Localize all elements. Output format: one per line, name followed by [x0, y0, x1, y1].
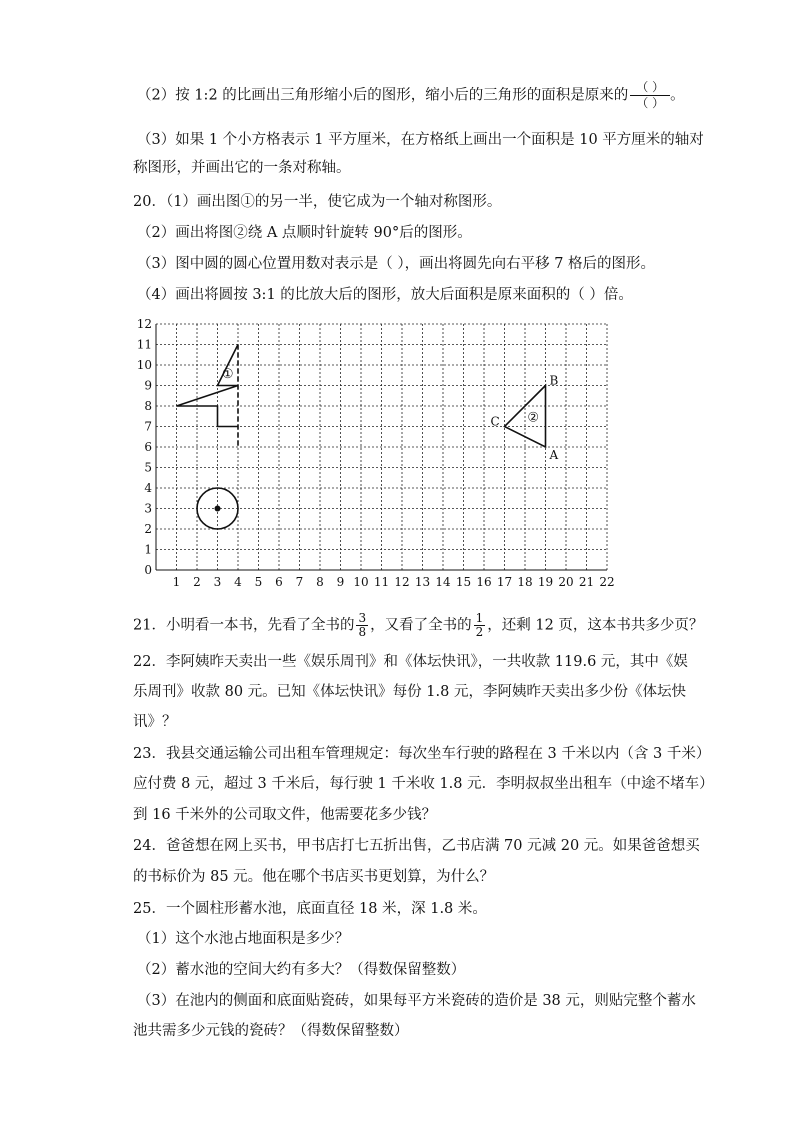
q19-part3-line1: （3）如果 1 个小方格表示 1 平方厘米，在方格纸上画出一个面积是 10 平方厘米的轴对 [137, 132, 704, 148]
x-tick-label: 15 [455, 575, 472, 589]
q25-part2: （2）蓄水池的空间大约有多大？（得数保留整数） [137, 962, 466, 978]
q21: 21．小明看一本书，先看了全书的 $\frac{3}{8}$ ，又看了全书的 $\frac{1}{2}$ ，还剩 12 页，这本书共多少页？ [133, 611, 704, 639]
x-tick-label: 10 [353, 575, 369, 589]
x-tick-label: 8 [316, 575, 324, 589]
x-tick-label: 11 [373, 575, 390, 589]
point-b-label: B [549, 373, 559, 388]
y-tick-label: 5 [144, 460, 152, 475]
q22-line1: 22．李阿姨昨天卖出一些《娱乐周刊》和《体坛快讯》，一共收款 119.6 元，其中《娱 [133, 654, 688, 670]
y-tick-label: 0 [144, 563, 152, 577]
x-tick-label: 19 [537, 575, 554, 589]
shape-2-label: ② [527, 410, 540, 426]
q25-part3-line1: （3）在池内的侧面和底面贴瓷砖，如果每平方米瓷砖的造价是 38 元，则贴完整个蓄水 [137, 993, 696, 1009]
x-tick-label: 4 [234, 575, 242, 589]
q22-line2: 乐周刊》收款 80 元。已知《体坛快讯》每份 1.8 元，李阿姨昨天卖出多少份《体坛快 [133, 684, 686, 700]
q23-line2: 应付费 8 元，超过 3 千米后，每行驶 1 千米收 1.8 元．李明叔叔坐出租车（中途不堵车） [133, 776, 714, 792]
y-tick-label: 6 [144, 440, 152, 454]
q20-part1: 20．（1）画出图①的另一半，使它成为一个轴对称图形。 [133, 194, 502, 210]
q23-line1: 23．我县交通运输公司出租车管理规定：每次坐车行驶的路程在 3 千米以内（含 3 千米） [133, 746, 711, 762]
x-tick-label: 22 [599, 575, 615, 589]
point-c-label: C [490, 414, 500, 429]
x-tick-label: 13 [414, 575, 431, 589]
q25-line1: 25．一个圆柱形蓄水池，底面直径 18 米，深 1.8 米。 [133, 901, 487, 917]
q19-part2: （2）按 1:2 的比画出三角形缩小后的图形，缩小后的三角形的面积是原来的 $\frac{( )}{( )}$ 。 [137, 80, 685, 110]
q22-line3: 讯》？ [133, 714, 177, 730]
x-tick-label: 2 [193, 575, 201, 589]
q24-line2: 的书标价为 85 元。他在哪个书店买书更划算，为什么？ [133, 869, 495, 885]
x-tick-label: 6 [275, 575, 283, 589]
x-tick-label: 9 [336, 575, 345, 589]
q25-part3-line2: 池共需多少元钱的瓷砖？（得数保留整数） [133, 1023, 409, 1039]
x-tick-label: 21 [578, 575, 595, 589]
answer-fraction-blank[interactable]: $\frac{( )}{( )}$ [630, 80, 670, 111]
y-tick-label: 11 [136, 337, 152, 352]
q20-part3: （3）图中圆的圆心位置用数对表示是（ ），画出将圆先向右平移 7 格后的图形。 [137, 256, 656, 272]
y-tick-label: 4 [144, 481, 152, 495]
circle-center-dot [215, 506, 221, 512]
y-tick-label: 7 [144, 419, 152, 434]
x-tick-label: 16 [476, 575, 492, 589]
x-tick-label: 1 [172, 575, 181, 589]
point-a-label: A [549, 448, 559, 462]
x-tick-label: 3 [213, 575, 222, 589]
q20-part4: （4）画出将圆按 3:1 的比放大后的图形，放大后面积是原来面积的（ ）倍。 [137, 287, 633, 303]
y-tick-label: 9 [144, 378, 152, 393]
q20-part2: （2）画出将图②绕 A 点顺时针旋转 90°后的图形。 [137, 225, 472, 241]
y-tick-label: 2 [144, 522, 152, 536]
q19-part3-line2: 称图形，并画出它的一条对称轴。 [133, 160, 351, 176]
x-tick-label: 20 [558, 575, 574, 589]
x-tick-label: 12 [394, 575, 410, 589]
x-tick-label: 5 [254, 575, 263, 589]
shape-1-label: ① [221, 367, 234, 383]
x-tick-label: 17 [496, 575, 513, 589]
y-tick-label: 1 [144, 542, 152, 557]
y-tick-label: 12 [136, 317, 152, 331]
q24-line1: 24．爸爸想在网上买书，甲书店打七五折出售，乙书店满 70 元减 20 元。如果爸爸想买 [133, 838, 700, 854]
q23-line3: 到 16 千米外的公司取文件，他需要花多少钱？ [133, 807, 437, 823]
y-tick-label: 10 [136, 358, 152, 372]
q25-part1: （1）这个水池占地面积是多少？ [137, 931, 350, 947]
y-tick-label: 3 [144, 501, 152, 516]
x-tick-label: 14 [435, 575, 451, 589]
q19-part2-text: （2）按 1:2 的比画出三角形缩小后的图形，缩小后的三角形的面积是原来的 [137, 87, 629, 104]
x-tick-label: 7 [295, 575, 304, 589]
x-tick-label: 18 [517, 575, 533, 589]
y-tick-label: 8 [144, 399, 152, 413]
fraction-3-8: $\frac{3}{8}$ [358, 611, 367, 639]
coordinate-grid[interactable] [130, 315, 630, 590]
fraction-1-2: $\frac{1}{2}$ [475, 611, 484, 639]
